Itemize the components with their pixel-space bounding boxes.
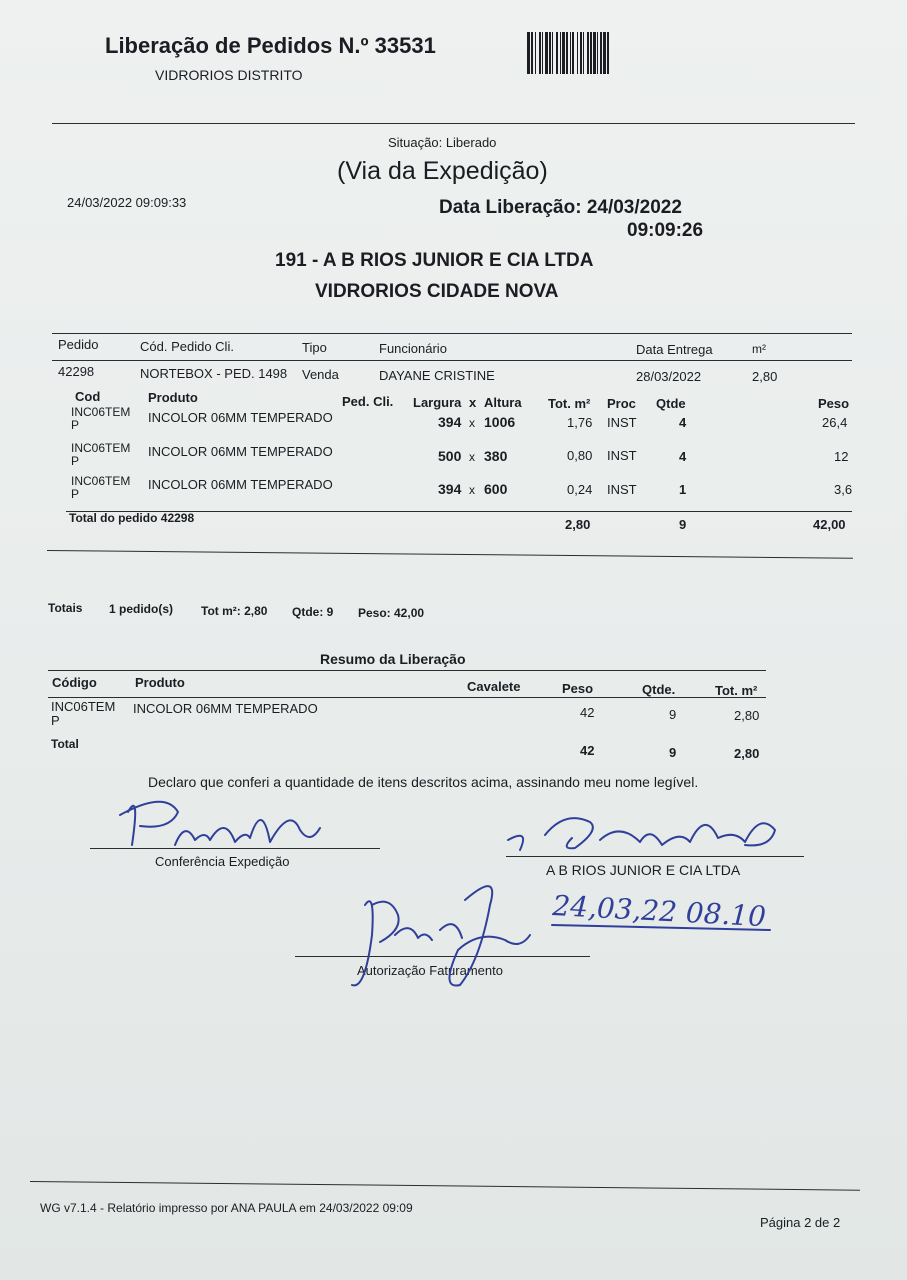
signature-label-autorizacao: Autorização Faturamento: [357, 963, 503, 978]
resumo-total-tot-m2: 2,80: [734, 746, 760, 761]
client-name: 191 - A B RIOS JUNIOR E CIA LTDA: [275, 250, 594, 271]
item-x: x: [469, 450, 475, 464]
order-total-peso: 42,00: [813, 517, 846, 532]
resumo-codigo: INC06TEM P: [51, 699, 116, 728]
print-timestamp: 24/03/2022 09:09:33: [67, 195, 187, 210]
declaration-text: Declaro que conferi a quantidade de itens descritos acima, assinando meu nome legível.: [148, 774, 699, 790]
signature-autorizacao: [352, 886, 530, 985]
resumo-total-label: Total: [51, 737, 79, 751]
item-header-peso: Peso: [818, 396, 850, 411]
client-store: VIDRORIOS CIDADE NOVA: [315, 281, 559, 302]
item-cod: INC06TEM P: [71, 441, 131, 468]
resumo-total-qtde: 9: [669, 745, 677, 760]
resumo-header-peso: Peso: [562, 681, 594, 696]
order-funcionario: DAYANE CRISTINE: [379, 368, 495, 383]
item-peso: 26,4: [822, 415, 848, 430]
order-total-m2: 2,80: [565, 517, 591, 532]
resumo-produto: INCOLOR 06MM TEMPERADO: [133, 701, 318, 716]
resumo-tot-m2: 2,80: [734, 708, 760, 723]
resumo-title: Resumo da Liberação: [320, 651, 466, 667]
resumo-header-codigo: Código: [52, 675, 97, 690]
handwritten-date: 24,03,22 08.10: [551, 889, 767, 934]
signature-label-conferencia: Conferência Expedição: [155, 854, 290, 869]
resumo-peso: 42: [580, 705, 595, 720]
item-altura: 1006: [484, 414, 516, 430]
document-title: Liberação de Pedidos N.º 33531: [105, 33, 436, 58]
col-header-cod-pedido-cli: Cód. Pedido Cli.: [140, 339, 234, 354]
item-proc: INST: [607, 415, 637, 430]
order-total-qtde: 9: [679, 517, 687, 532]
item-cod: INC06TEM P: [71, 405, 131, 432]
item-qtde: 4: [679, 415, 687, 430]
item-largura: 394: [438, 481, 462, 497]
signature-cliente: [508, 818, 775, 850]
order-total-label: Total do pedido 42298: [69, 511, 195, 525]
item-x: x: [469, 483, 475, 497]
item-altura: 380: [484, 448, 508, 464]
via-label: (Via da Expedição): [337, 157, 548, 185]
order-m2: 2,80: [752, 369, 778, 384]
totais-pedidos: 1 pedido(s): [109, 602, 174, 616]
item-produto: INCOLOR 06MM TEMPERADO: [148, 477, 333, 492]
totais-tot-m2: Tot m²: 2,80: [201, 604, 268, 618]
item-tot-m2: 0,24: [567, 482, 593, 497]
footer-printed-by: WG v7.1.4 - Relatório impresso por ANA PAULA em 24/03/2022 09:09: [40, 1201, 413, 1215]
item-produto: INCOLOR 06MM TEMPERADO: [148, 410, 333, 425]
situacao-label: Situação: Liberado: [388, 135, 497, 150]
item-tot-m2: 0,80: [567, 448, 593, 463]
resumo-qtde: 9: [669, 707, 677, 722]
item-qtde: 4: [679, 449, 687, 464]
resumo-header-cavalete: Cavalete: [467, 679, 521, 694]
col-header-tipo: Tipo: [302, 340, 327, 355]
totais-peso: Peso: 42,00: [358, 606, 425, 620]
order-data-entrega: 28/03/2022: [636, 369, 702, 384]
item-cod: INC06TEM P: [71, 474, 131, 501]
resumo-header-tot-m2: Tot. m²: [715, 683, 758, 698]
data-liberacao: Data Liberação: 24/03/2022: [439, 197, 682, 218]
col-header-funcionario: Funcionário: [379, 341, 447, 356]
order-cod-pedido-cli: NORTEBOX - PED. 1498: [140, 366, 288, 381]
item-header-x: x: [469, 395, 477, 410]
item-header-produto: Produto: [148, 390, 198, 405]
order-pedido: 42298: [58, 364, 95, 379]
footer-page-number: Página 2 de 2: [760, 1215, 841, 1230]
company-name: VIDRORIOS DISTRITO: [155, 67, 303, 83]
resumo-total-peso: 42: [580, 743, 595, 758]
item-tot-m2: 1,76: [567, 415, 593, 430]
item-qtde: 1: [679, 482, 687, 497]
item-header-tot-m2: Tot. m²: [548, 396, 591, 411]
signature-label-cliente: A B RIOS JUNIOR E CIA LTDA: [546, 862, 741, 878]
item-proc: INST: [607, 482, 637, 497]
item-largura: 500: [438, 448, 462, 464]
item-largura: 394: [438, 414, 462, 430]
item-peso: 3,6: [834, 482, 853, 497]
col-header-pedido: Pedido: [58, 337, 99, 352]
resumo-header-produto: Produto: [135, 675, 185, 690]
item-altura: 600: [484, 481, 508, 497]
col-header-m2: m²: [752, 342, 766, 356]
item-header-proc: Proc: [607, 396, 636, 411]
item-proc: INST: [607, 448, 637, 463]
item-peso: 12: [834, 449, 849, 464]
signature-conferencia: [120, 802, 320, 845]
item-produto: INCOLOR 06MM TEMPERADO: [148, 444, 333, 459]
item-header-cod: Cod: [75, 389, 101, 404]
col-header-data-entrega: Data Entrega: [636, 342, 713, 357]
totais-label: Totais: [48, 601, 83, 615]
order-tipo: Venda: [302, 367, 339, 382]
totais-qtde: Qtde: 9: [292, 605, 334, 619]
item-header-qtde: Qtde: [656, 396, 686, 411]
resumo-header-qtde: Qtde.: [642, 682, 676, 697]
item-x: x: [469, 416, 475, 430]
item-header-ped-cli: Ped. Cli.: [342, 394, 394, 409]
item-header-largura: Largura: [413, 395, 462, 410]
hora-liberacao: 09:09:26: [627, 220, 704, 241]
item-header-altura: Altura: [484, 395, 522, 410]
